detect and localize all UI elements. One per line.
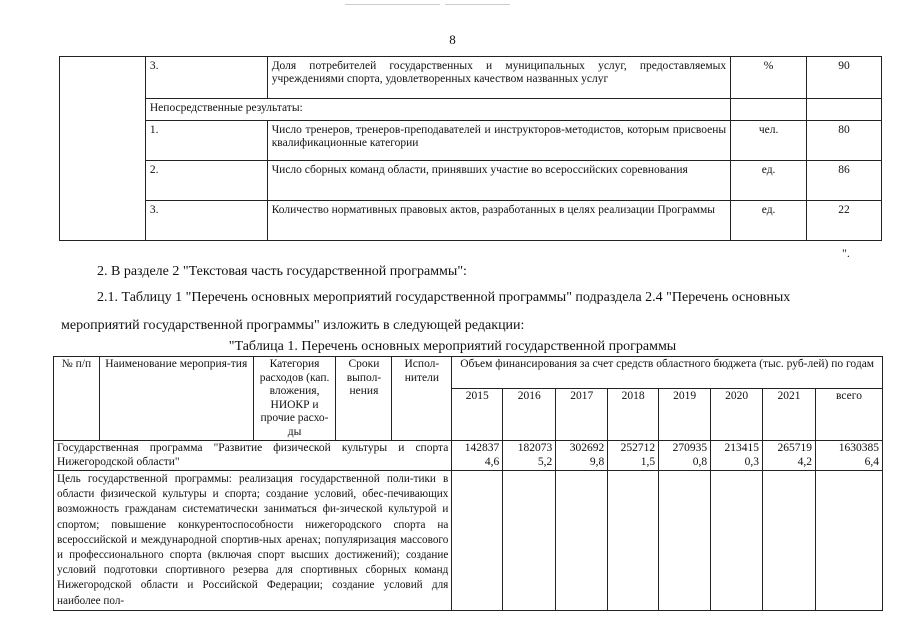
empty-cell [556,471,608,611]
header-year: 2020 [711,389,763,441]
row-number: 2. [145,161,267,201]
program-goal: Цель государственной программы: реализация государственной поли-тики в области физической культуры и спорта; создание условий, обес-печивающих возможность гражданам систематически заниматься фи-зической культурой и спортом; повышение конкурентоспособности нижегородского спорта на всероссийской и международной спортив-ных аренах; популяризация массового и профессионального спорта (включая спорт высших достижений); создание условий подготовки спортивного резерва для спортивных сборных команд Нижегородской области и Российской Федерации; создание условий для наиболее пол- [54,471,452,611]
empty-cell [807,99,882,121]
row-number: 3. [145,201,267,241]
program-value: 252712 1,5 [608,441,659,471]
paragraph-line-1: 2.1. Таблицу 1 "Перечень основных мероприятий государственной программы" подраздела 2.4 "Перечень основных [97,290,791,305]
empty-cell [816,471,883,611]
section-heading: 2. В разделе 2 "Текстовая часть государственной программы": [97,264,467,279]
closing-quote-mark: ". [842,246,850,260]
program-total: 1630385 6,4 [816,441,883,471]
indicator-unit: % [731,57,807,99]
header-year: 2019 [659,389,711,441]
empty-cell [452,471,503,611]
row-number: 1. [145,121,267,161]
indicator-value: 22 [807,201,882,241]
program-value: 302692 9,8 [556,441,608,471]
indicator-value: 86 [807,161,882,201]
row-number: 3. [145,57,267,99]
empty-cell [608,471,659,611]
header-category: Категория расходов (кап. вложения, НИОКР и прочие расхо-ды [253,357,336,441]
empty-cell [711,471,763,611]
table-row [60,201,882,241]
table-row [60,121,882,161]
header-year: 2016 [503,389,556,441]
header-num: № п/п [54,357,100,441]
header-name: Наименование мероприя-тия [99,357,253,441]
page-number: 8 [449,32,456,47]
indicator-description: Количество нормативных правовых актов, разработанных в целях реализации Программы [267,201,730,241]
header-funding: Объем финансирования за счет средств областного бюджета (тыс. руб-лей) по годам [452,357,883,389]
header-year: 2018 [608,389,659,441]
header-total: всего [816,389,883,441]
indicator-unit: ед. [731,201,807,241]
program-value: 270935 0,8 [659,441,711,471]
goal-row [54,471,883,611]
scan-artifact-line [345,4,440,5]
program-value: 213415 0,3 [711,441,763,471]
indicator-description: Число сборных команд области, принявших участие во всероссийских соревнования [267,161,730,201]
header-row [54,357,883,389]
header-year: 2015 [452,389,503,441]
empty-cell [763,471,816,611]
indicator-unit: ед. [731,161,807,201]
empty-cell [731,99,807,121]
program-row [54,441,883,471]
empty-cell [659,471,711,611]
empty-cell [503,471,556,611]
header-year: 2021 [763,389,816,441]
paragraph-line-2: мероприятий государственной программы" изложить в следующей редакции: [61,318,525,333]
table-row [60,161,882,201]
indicator-unit: чел. [731,121,807,161]
table-caption: "Таблица 1. Перечень основных мероприятий государственной программы [228,339,677,354]
table-row [60,99,882,121]
header-terms: Сроки выпол-нения [336,357,392,441]
indicator-group-cell [60,57,146,241]
indicator-value: 90 [807,57,882,99]
program-value: 142837 4,6 [452,441,503,471]
program-value: 265719 4,2 [763,441,816,471]
indicator-description: Доля потребителей государственных и муниципальных услуг, предоставляемых учреждениями спорта, удовлетворенных качеством названных услуг [267,57,730,99]
section-label: Непосредственные результаты: [145,99,730,121]
table-row [60,57,882,99]
header-year: 2017 [556,389,608,441]
indicator-value: 80 [807,121,882,161]
main-activities-table [53,356,883,611]
scan-artifact-line [445,4,510,5]
program-name: Государственная программа "Развитие физической культуры и спорта Нижегородской области" [54,441,452,471]
header-executors: Испол-нители [392,357,452,441]
indicator-description: Число тренеров, тренеров-преподавателей и инструкторов-методистов, которым присвоены квалификационные категории [267,121,730,161]
indicators-table [59,56,882,241]
program-value: 182073 5,2 [503,441,556,471]
